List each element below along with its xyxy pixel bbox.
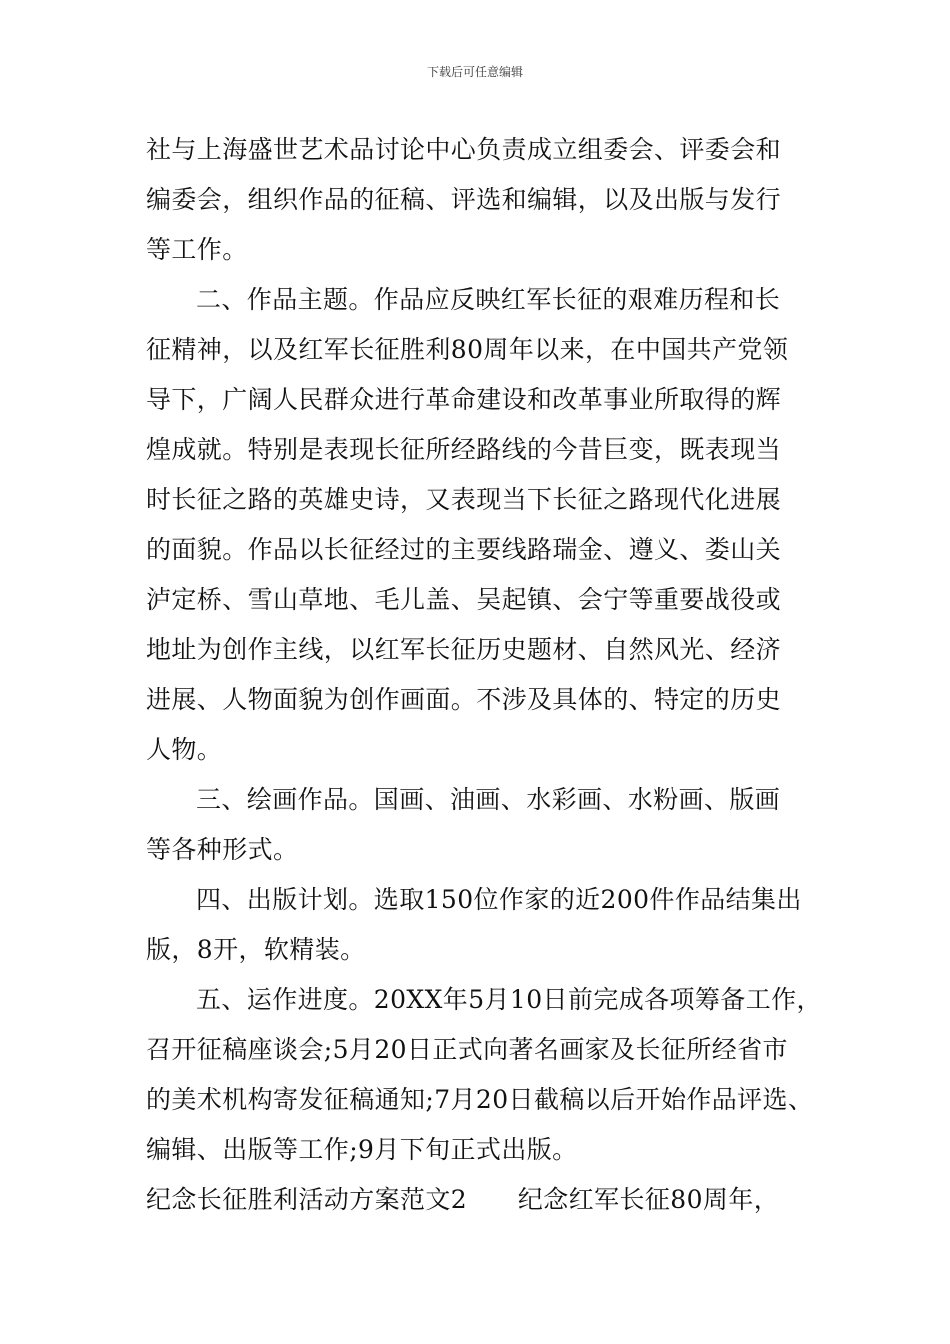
text-line: 进展、人物面貌为创作画面。不涉及具体的、特定的历史 <box>146 685 782 714</box>
text-line: 的美术机构寄发征稿通知;7月20日截稿以后开始作品评选、 <box>146 1085 814 1114</box>
text-line: 时长征之路的英雄史诗，又表现当下长征之路现代化进展 <box>146 485 782 514</box>
text-line: 编辑、出版等工作;9月下旬正式出版。 <box>146 1135 578 1164</box>
page-header: 下载后可任意编辑 <box>426 65 523 79</box>
text-line: 版，8开，软精装。 <box>146 935 366 964</box>
text-line: 召开征稿座谈会;5月20日正式向著名画家及长征所经省市 <box>146 1035 788 1064</box>
text-line: 泸定桥、雪山草地、毛儿盖、吴起镇、会宁等重要战役或 <box>146 585 782 614</box>
text-line: 导下，广阔人民群众进行革命建设和改革事业所取得的辉 <box>146 385 782 414</box>
document-body <box>146 125 836 1225</box>
text-line: 人物。 <box>146 735 223 764</box>
section-heading-line: 四、出版计划。选取150位作家的近200件作品结集出 <box>196 885 802 914</box>
section-heading-line: 五、运作进度。20XX年5月10日前完成各项筹备工作， <box>196 985 822 1014</box>
text-line: 编委会，组织作品的征稿、评选和编辑，以及出版与发行 <box>146 185 782 214</box>
text-line: 纪念长征胜利活动方案范文2 纪念红军长征80周年， <box>146 1185 780 1214</box>
text-line: 的面貌。作品以长征经过的主要线路瑞金、遵义、娄山关 <box>146 535 782 564</box>
text-line: 社与上海盛世艺术品讨论中心负责成立组委会、评委会和 <box>146 135 782 164</box>
text-line: 煌成就。特别是表现长征所经路线的今昔巨变，既表现当 <box>146 435 782 464</box>
text-line: 地址为创作主线，以红军长征历史题材、自然风光、经济 <box>146 635 782 664</box>
section-heading-line: 三、绘画作品。国画、油画、水彩画、水粉画、版画 <box>196 785 781 814</box>
text-line: 等工作。 <box>146 235 248 264</box>
section-heading-line: 二、作品主题。作品应反映红军长征的艰难历程和长 <box>196 285 781 314</box>
text-line: 等各种形式。 <box>146 835 299 864</box>
text-line: 征精神，以及红军长征胜利80周年以来，在中国共产党领 <box>146 335 789 364</box>
